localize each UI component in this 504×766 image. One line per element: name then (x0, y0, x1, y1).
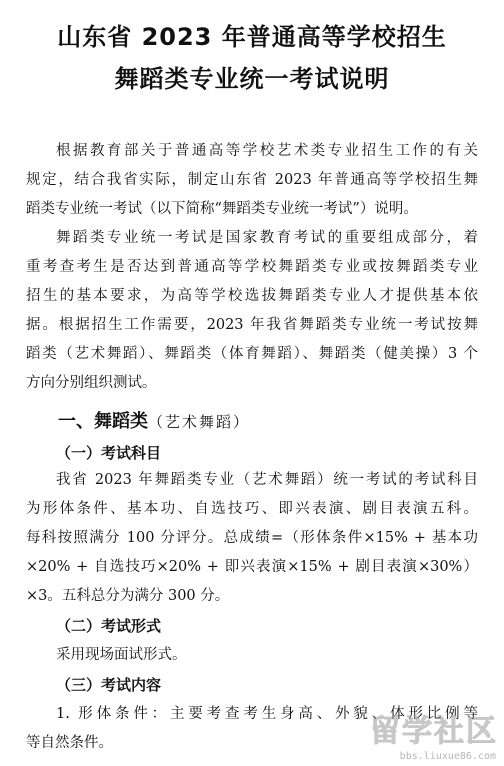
site-watermark (348, 706, 498, 762)
subsection-2-heading: （二）考试形式 (56, 617, 162, 635)
subsection-3-heading: （三）考试内容 (56, 676, 162, 694)
subsection-1-line-1: 我省 2023 年舞蹈类专业（艺术舞蹈）统一考试的考试科目 (56, 472, 478, 488)
intro-p1-line-2: 规定，结合我省实际，制定山东省 2023 年普通高等学校招生舞 (26, 172, 478, 188)
subsection-1-line-2: 为形体条件、基本功、自选技巧、即兴表演、剧目表演五科。 (26, 501, 478, 517)
doc-title-line-1: 山东省 2023 年普通高等学校招生 (57, 23, 447, 51)
subsection-1-line-4: ×20% + 自选技巧×20% + 即兴表演×15% + 剧目表演×30%） (26, 559, 478, 575)
intro-p2-line-6: 方向分别组织测试。 (26, 375, 157, 391)
intro-p2-line-3: 招生的基本要求，为高等学校选拔舞蹈类专业人才提供基本依 (26, 288, 478, 304)
intro-p2-line-2: 重考查考生是否达到普通高等学校舞蹈类专业或按舞蹈类专业 (26, 259, 478, 275)
intro-p2-line-1: 舞蹈类专业统一考试是国家教育考试的重要组成部分，着 (56, 230, 478, 246)
subsection-1-line-5: ×3。五科总分为满分 300 分。 (26, 588, 230, 604)
watermark-logo-text: 留学社区 (370, 714, 498, 749)
subsection-3-line-2: 等自然条件。 (26, 735, 113, 751)
subsection-1-heading: （一）考试科目 (56, 444, 162, 462)
intro-p2-line-4: 据。根据招生工作需要，2023 年我省舞蹈类专业统一考试按舞 (26, 317, 478, 333)
intro-p1-line-1: 根据教育部关于普通高等学校艺术类专业招生工作的有关 (56, 143, 478, 159)
section-1-heading-sub: （艺术舞蹈） (148, 413, 251, 431)
subsection-2-line-1: 采用现场面试形式。 (56, 647, 187, 663)
intro-p2-line-5: 蹈类（艺术舞蹈）、舞蹈类（体育舞蹈）、舞蹈类（健美操）3 个 (26, 346, 478, 362)
intro-p1-line-3: 蹈类专业统一考试（以下简称“舞蹈类专业统一考试”）说明。 (26, 201, 418, 217)
watermark-url: bbs.liuxue86.com (399, 751, 496, 762)
section-1-heading (58, 410, 250, 434)
section-1-heading-main: 一、舞蹈类 (58, 411, 148, 432)
subsection-3-line-1: 1. 形体条件：主要考查考生身高、外貌、体形比例等 (56, 706, 478, 722)
subsection-1-line-3: 每科按照满分 100 分评分。总成绩=（形体条件×15% + 基本功 (26, 530, 478, 546)
doc-title-line-2: 舞蹈类专业统一考试说明 (114, 65, 390, 93)
